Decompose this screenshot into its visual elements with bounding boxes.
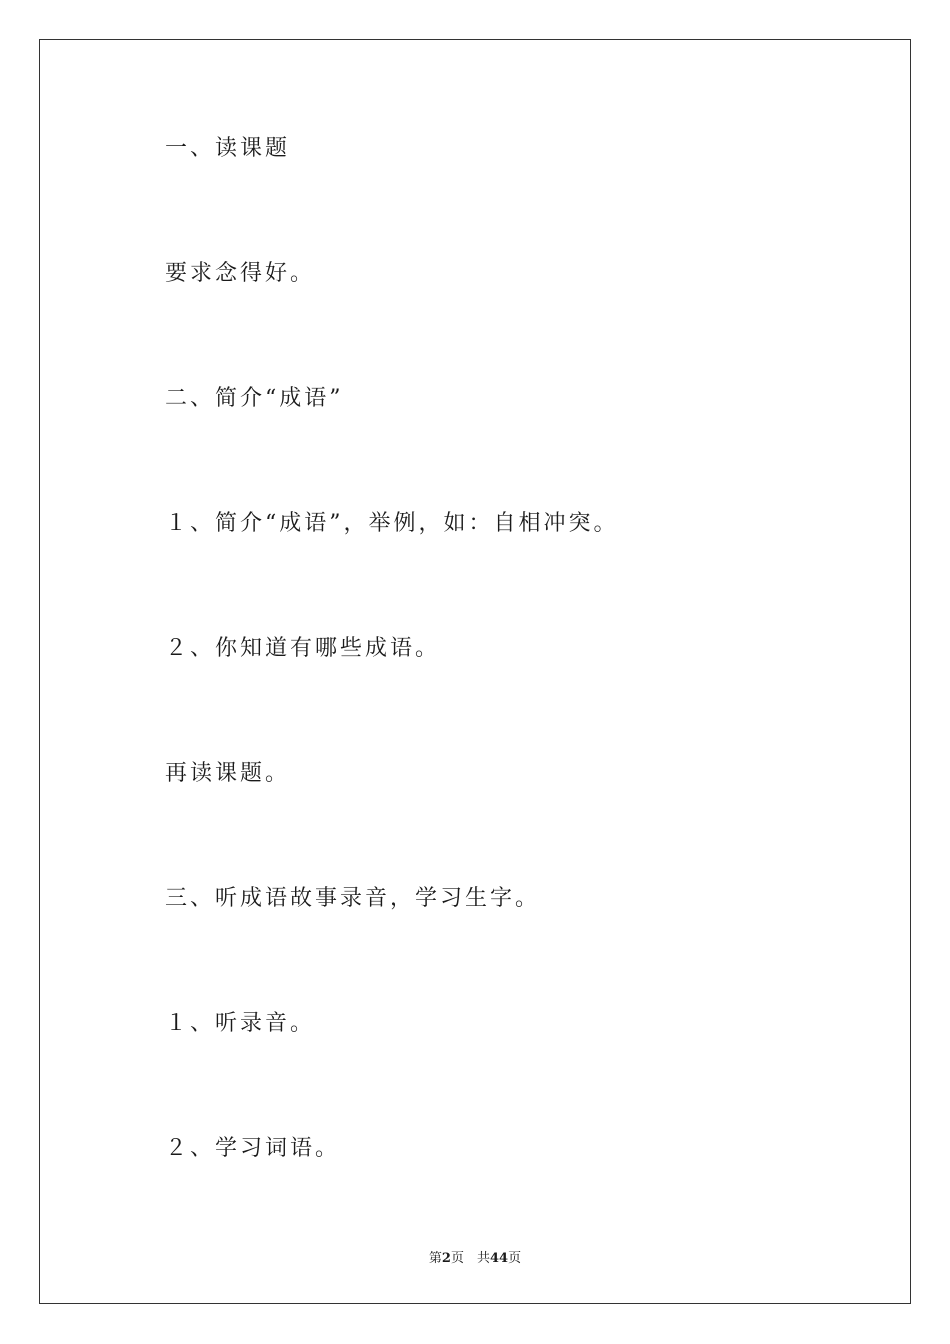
heading-read-title: 一、读课题 (165, 136, 291, 161)
page-number-footer (0, 1247, 950, 1266)
page-border (39, 39, 911, 1304)
list-item-2-learn-words: ２、学习词语。 (165, 1136, 341, 1161)
list-item-1-introduce: １、简介“成语”，举例，如：自相冲突。 (165, 511, 619, 536)
total-page-count: 44 (489, 1251, 509, 1266)
heading-introduce-idioms: 二、简介“成语” (165, 386, 344, 411)
footer-prefix: 第 (428, 1251, 442, 1266)
footer-suffix: 页 (508, 1251, 522, 1266)
heading-listen-recording: 三、听成语故事录音，学习生字。 (165, 886, 541, 911)
footer-mid: 页 共 (450, 1251, 490, 1266)
paragraph-requirement: 要求念得好。 (165, 261, 316, 286)
list-item-2-know-idioms: ２、你知道有哪些成语。 (165, 636, 441, 661)
current-page-number: 2 (441, 1251, 451, 1266)
paragraph-reread-title: 再读课题。 (165, 761, 291, 786)
list-item-1-listen: １、听录音。 (165, 1011, 316, 1036)
